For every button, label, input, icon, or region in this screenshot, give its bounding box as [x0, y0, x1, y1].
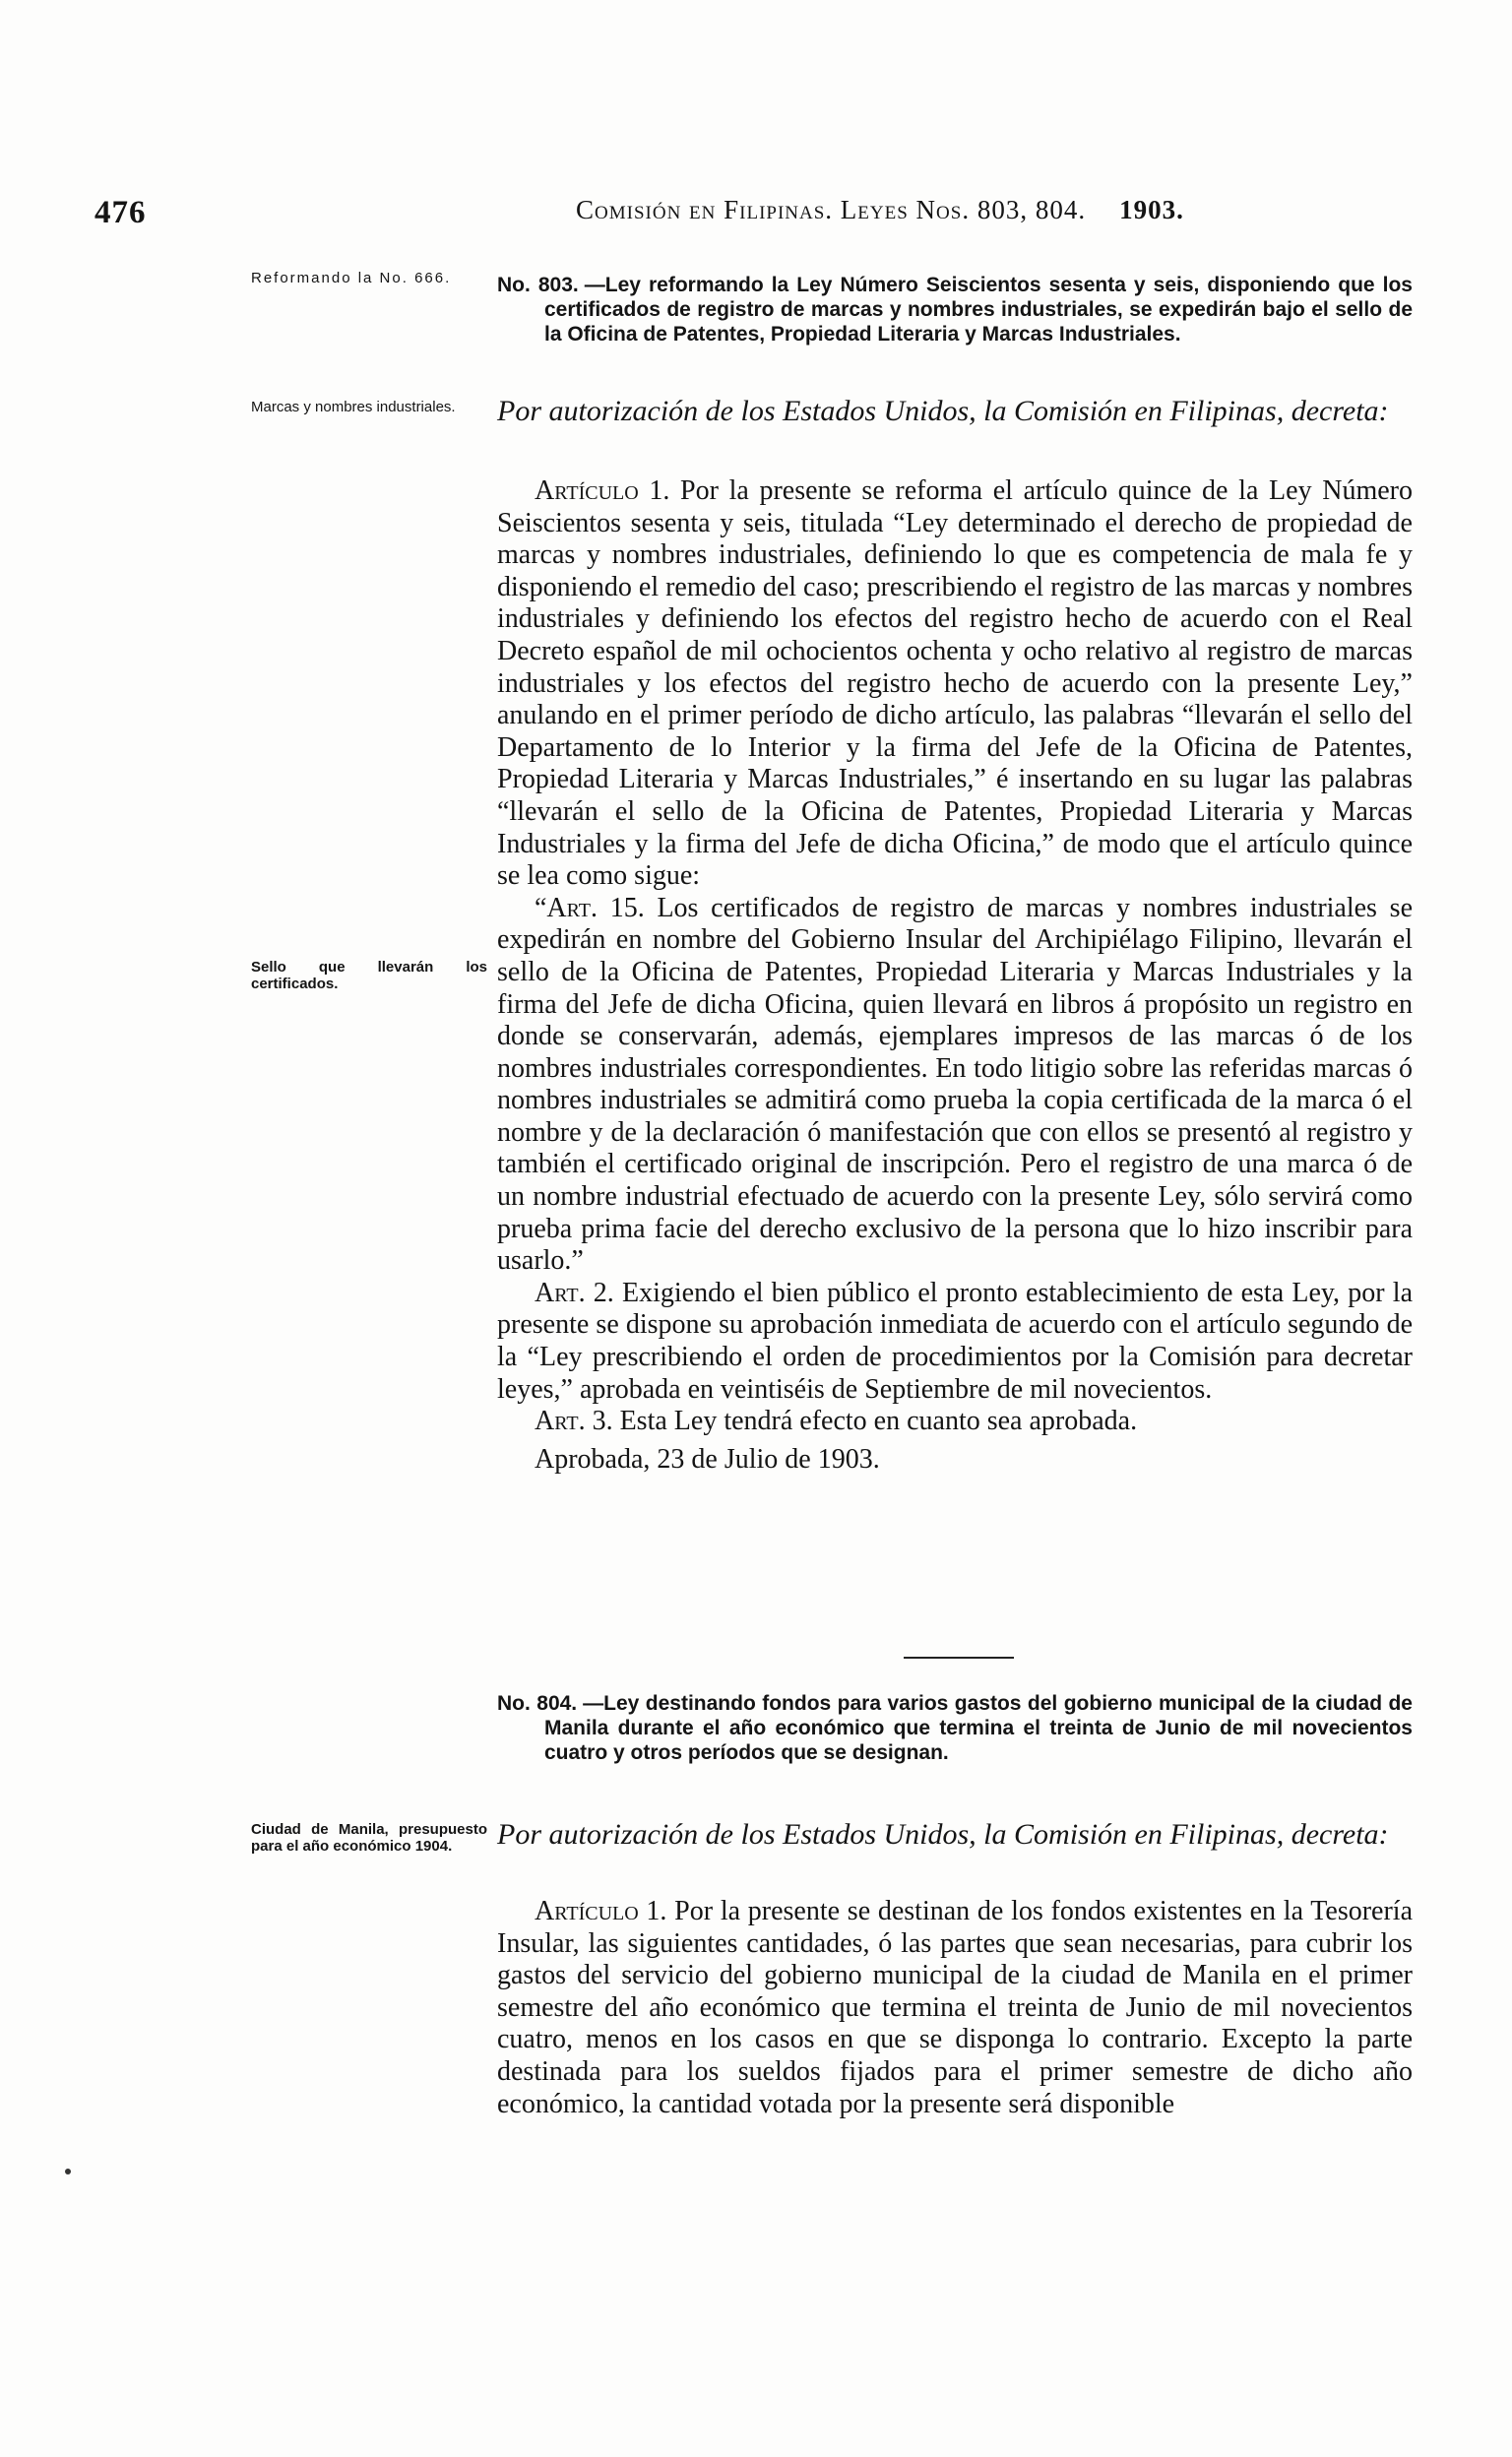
- law-803-art2-text: Exigiendo el bien público el pronto establecimiento de esta Ley, por la presente se dispone su aprobación inmediata de acuerdo con el artículo segundo de la “Ley prescribiendo el orden de procedimientos por la Comisión para decretar leyes,” aprobada en veintiséis de Septiembre de mil novecientos.: [497, 1277, 1414, 1405]
- law-803-article-1: [497, 475, 1413, 893]
- law-803-art3-text: Esta Ley tendrá efecto en cuanto sea aprobada.: [612, 1406, 1138, 1437]
- running-year: 1903.: [1119, 195, 1184, 224]
- margin-note-city: Ciudad de Manila, presupuesto para el año económico 1904.: [251, 1821, 487, 1855]
- law-803-article-15: [497, 893, 1413, 1278]
- running-head: [576, 195, 1184, 225]
- law-804-heading: [497, 1691, 1413, 1765]
- law-804-article-1: [497, 1896, 1413, 2120]
- law-803-enacting-block: [497, 394, 1413, 429]
- margin-note-seal: Sello que llevarán los certificados.: [251, 959, 487, 992]
- law-803-art3-label: Art. 3.: [535, 1406, 613, 1437]
- running-title: Comisión en Filipinas. Leyes Nos. 803, 804.: [576, 195, 1087, 224]
- law-803-body: [497, 475, 1413, 1476]
- law-804-title: —Ley destinando fondos para varios gastos del gobierno municipal de la ciudad de Manila durante el año económico que termina el treinta de Junio de mil novecientos cuatro y otros períodos que se designan.: [544, 1692, 1413, 1764]
- law-803-art15-text: Los certificados de registro de marcas y nombres industriales se expedirán en nombre del Gobierno Insular del Archipiélago Filipino, llevarán el sello de la Oficina de Patentes, Propiedad Literaria y Marcas Industriales y la firma del Jefe de dicha Oficina, quien llevará en libros á propósito un registro en donde se conservarán, además, ejemplares impresos de las marcas ó de los nombres industriales correspondientes. En todo litigio sobre las referidas marcas ó nombres industriales se admitirá como prueba la copia certificada de la marca ó el nombre y de la declaración ó manifestación que con ellos se presentó al registro y también el certificado original de inscripción. Pero el registro de una marca ó de un nombre industrial efectuado de acuerdo con la presente Ley, sólo servirá como prueba prima facie del derecho exclusivo de la persona que lo hizo inscribir para usarlo.”: [497, 892, 1413, 1277]
- law-803-art15-label: “Art. 15.: [535, 892, 645, 923]
- law-804-art1-label: Artículo 1.: [535, 1896, 667, 1926]
- page-number: 476: [94, 195, 147, 230]
- law-803-enacting: Por autorización de los Estados Unidos, la Comisión en Filipinas, decreta:: [497, 395, 1389, 427]
- law-804-art1-text: Por la presente se destinan de los fondos existentes en la Tesorería Insular, las siguientes cantidades, ó las partes que sean necesarias, para cubrir los gastos del servicio del gobierno municipal de la ciudad de Manila en el primer semestre del año económico que termina el treinta de Junio de mil novecientos cuatro, menos en los casos en que se disponga lo contrario. Excepto la parte destinada para los sueldos fijados para el primer semestre de dicho año económico, la cantidad votada por la presente será disponible: [497, 1896, 1413, 2119]
- law-804-body: [497, 1896, 1413, 2120]
- law-803-heading-block: [497, 273, 1413, 346]
- law-803-article-3: [497, 1406, 1413, 1438]
- law-803-art1-label: Artículo 1.: [535, 475, 670, 506]
- scan-speck: [65, 2169, 71, 2174]
- law-803-title: —Ley reformando la Ley Número Seiscientos sesenta y seis, disponiendo que los certificados de registro de marcas y nombres industriales, se expedirán bajo el sello de la Oficina de Patentes, Propiedad Literaria y Marcas Industriales.: [544, 274, 1413, 346]
- law-804-heading-block: [497, 1691, 1413, 1765]
- law-804-number: No. 804.: [497, 1692, 578, 1715]
- law-803-art1-text: Por la presente se reforma el artículo quince de la Ley Número Seiscientos sesenta y seis, titulada “Ley determinado el derecho de propiedad de marcas y nombres industriales, definiendo lo que es competencia de mala fe y disponiendo el remedio del caso; prescribiendo el registro de las marcas y nombres industriales y definiendo los efectos del registro hecho de acuerdo con el Real Decreto español de mil ochocientos ochenta y ocho relativo al registro de marcas industriales y los efectos del registro hecho de acuerdo con la presente Ley,” anulando en el primer período de dicho artículo, las palabras “llevarán el sello del Departamento de lo Interior y la firma del Jefe de la Oficina de Patentes, Propiedad Literaria y Marcas Industriales,” é insertando en su lugar las palabras “llevarán el sello de la Oficina de Patentes, Propiedad Literaria y Marcas Industriales y la firma del Jefe de dicha Oficina,” de modo que el artículo quince se lea como sigue:: [497, 475, 1413, 892]
- law-803-article-2: [497, 1278, 1413, 1406]
- margin-note-reform: Reformando la No. 666.: [251, 270, 452, 286]
- law-804-enacting-block: [497, 1817, 1413, 1853]
- law-804-enacting: Por autorización de los Estados Unidos, la Comisión en Filipinas, decreta:: [497, 1818, 1389, 1851]
- law-803-number: No. 803.: [497, 274, 579, 296]
- law-803-heading: [497, 273, 1413, 346]
- margin-note-marks: Marcas y nombres industriales.: [251, 399, 456, 415]
- section-divider: [904, 1657, 1014, 1659]
- law-803-art2-label: Art. 2.: [535, 1277, 614, 1308]
- law-803-approved: Aprobada, 23 de Julio de 1903.: [535, 1443, 880, 1475]
